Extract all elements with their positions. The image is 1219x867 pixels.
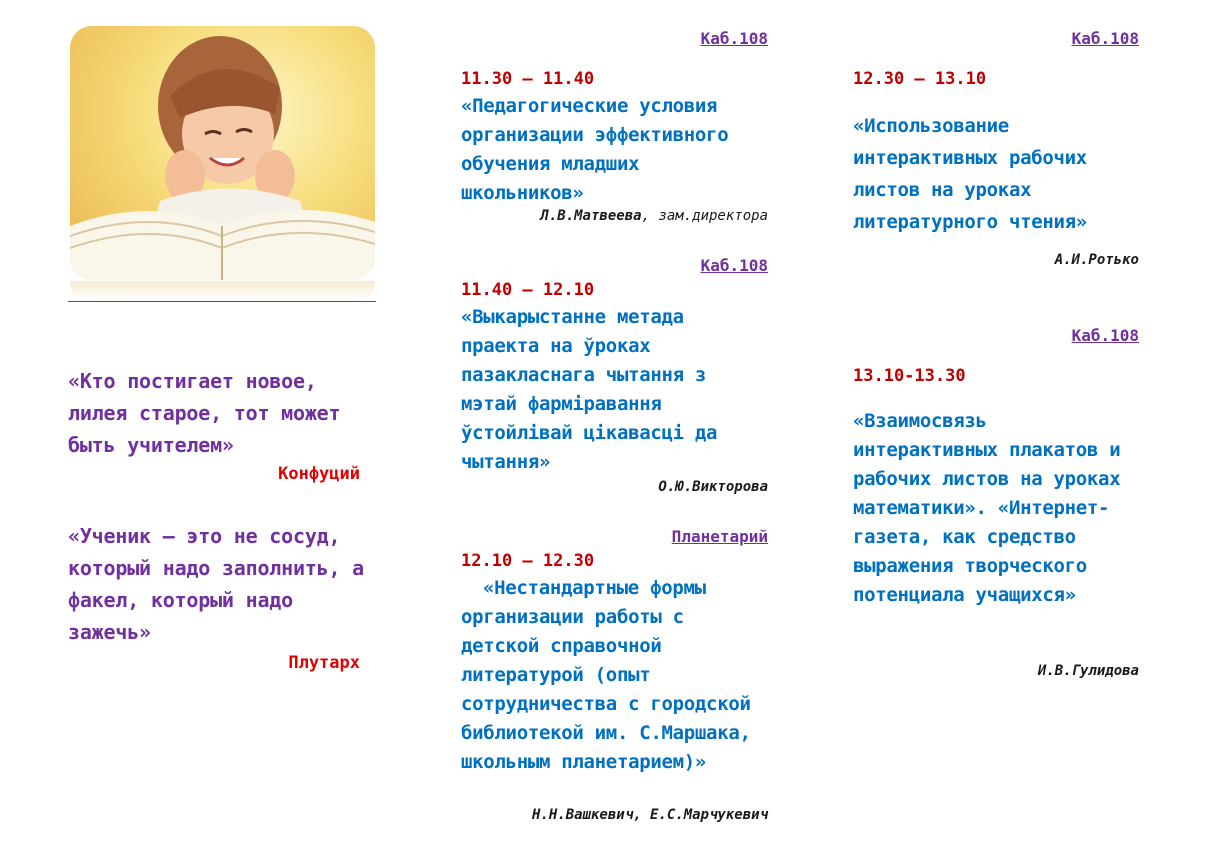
session-title: «Использование интерактивных рабочих листов на уроках литературного чтения» <box>853 115 1087 233</box>
room-label[interactable]: Каб.108 <box>1071 326 1139 345</box>
session-title: «Взаимосвязь интерактивных плакатов и рабочих листов на уроках математики». «Интернет-газета, как средство выражения творческого потенциала учащихся» <box>853 410 1121 606</box>
reading-girl-illustration <box>70 26 375 280</box>
session-time: 11.40 – 12.10 <box>461 280 595 300</box>
quote-author-confucius: Конфуций <box>278 464 360 484</box>
session-time: 12.30 – 13.10 <box>853 69 987 89</box>
speaker-name: Л.В.Матвеева <box>540 208 642 224</box>
session-speaker: И.В.Гулидова <box>1037 663 1139 679</box>
session-title: «Выкарыстанне метада праекта на ўроках пазакласнага чытання з мэтай фарміравання ўстойлівай цікавасці да чытання» <box>461 306 718 473</box>
session-speaker: А.И.Ротько <box>1054 252 1139 268</box>
quote-author-plutarch: Плутарх <box>288 653 360 673</box>
session-speaker <box>461 208 768 224</box>
session-title: «Нестандартные формы организации работы с детской справочной литературой (опыт сотрудничества с городской библиотекой им. С.Маршака, школьным планетарием)» <box>461 577 751 773</box>
session-speaker: Н.Н.Вашкевич, Е.С.Марчукевич <box>531 807 768 823</box>
session-time: 11.30 – 11.40 <box>461 69 595 89</box>
quote-plutarch: «Ученик — это не сосуд, который надо заполнить, а факел, который надо зажечь» <box>68 524 365 644</box>
room-label[interactable]: Каб.108 <box>1071 29 1139 48</box>
quote-confucius: «Кто постигает новое, лилея старое, тот может быть учителем» <box>68 369 341 457</box>
session-speaker: О.Ю.Викторова <box>658 479 768 495</box>
speaker-role: , зам.директора <box>641 208 768 224</box>
room-label[interactable]: Каб.108 <box>700 29 768 48</box>
room-label[interactable]: Каб.108 <box>700 256 768 275</box>
photo-reflection <box>70 281 375 301</box>
reading-girl-photo <box>70 26 375 280</box>
session-title: «Педагогические условия организации эффективного обучения младших школьников» <box>461 95 729 204</box>
room-label[interactable]: Планетарий <box>671 527 768 546</box>
photo-divider-line <box>68 301 376 302</box>
session-time: 13.10-13.30 <box>853 366 966 386</box>
session-time: 12.10 – 12.30 <box>461 551 595 571</box>
